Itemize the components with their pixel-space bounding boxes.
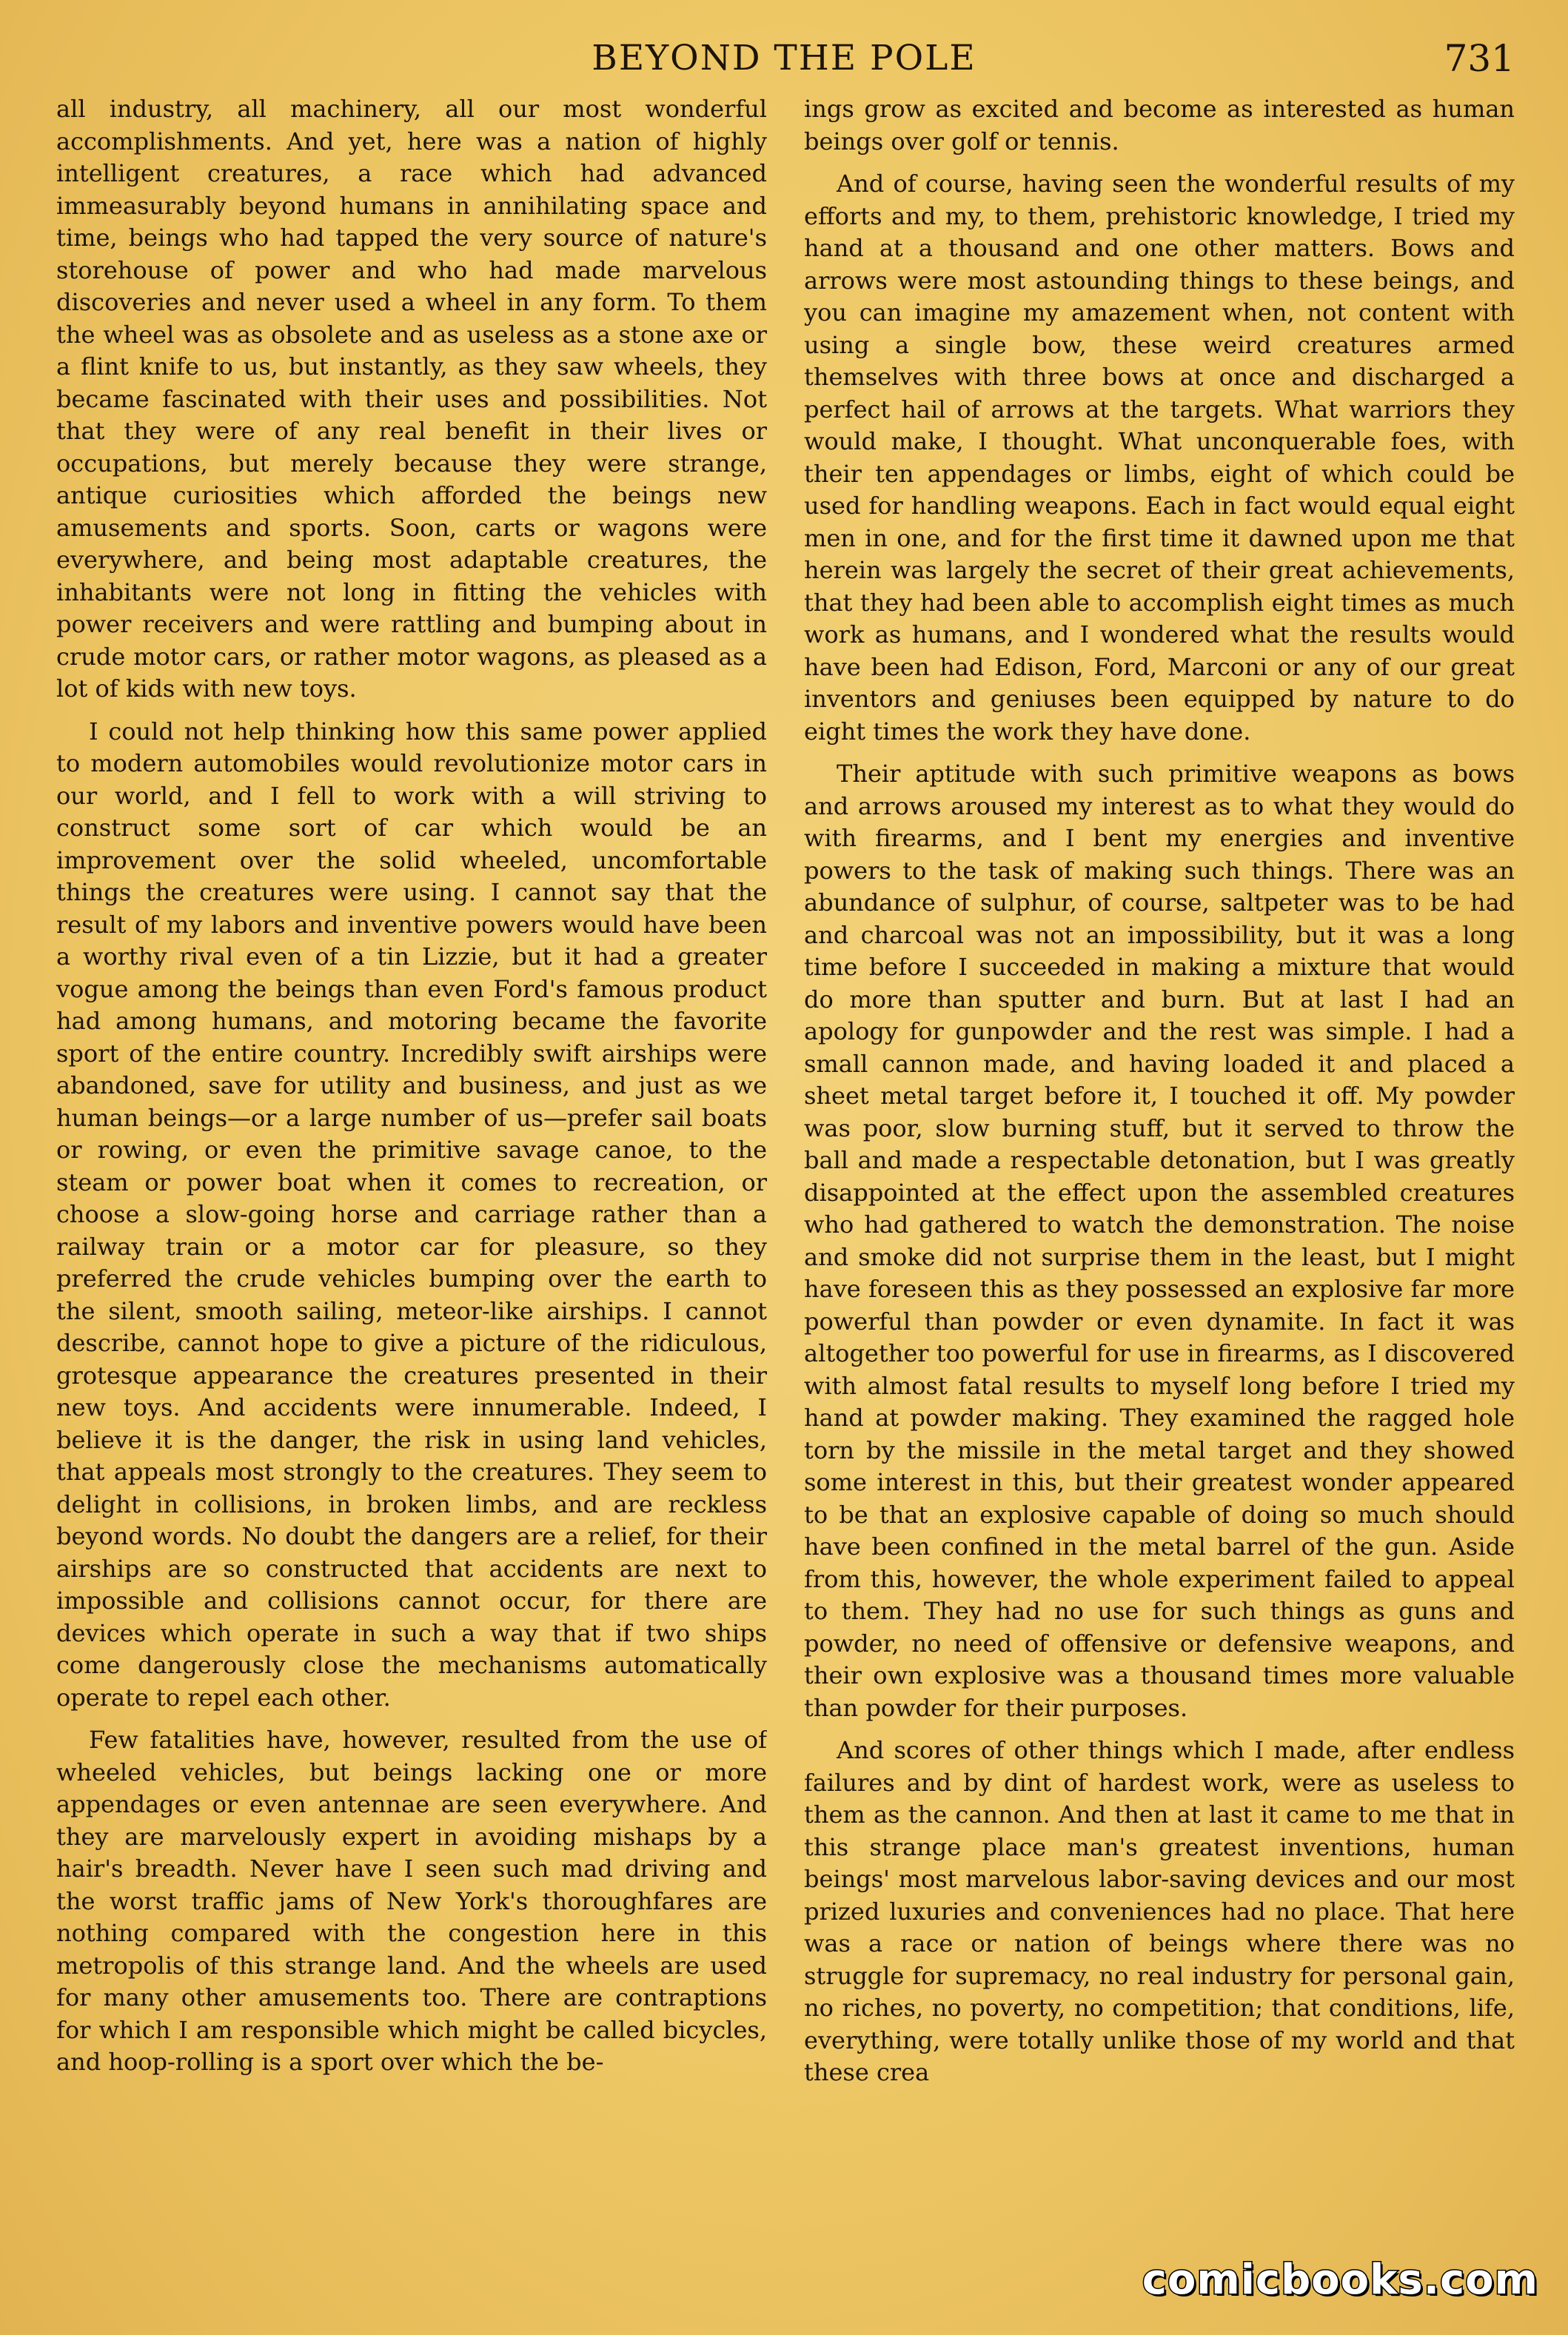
- paragraph: all industry, all machinery, all our most wonderful accomplishments. And yet, here was a nation of highly intelligent creatures, a race which had advanced immeasurably beyond humans in annihilating space and time, beings who had tapped the very source of nature's storehouse of power and who had made marvelous discoveries and never used a wheel in any form. To them the wheel was as obsolete and as useless as a stone axe or a flint knife to us, but instantly, as they saw wheels, they became fascinated with their uses and possibilities. Not that they were of any real benefit in their lives or occupations, but merely because they were strange, antique curiosities which afforded the beings new amusements and sports. Soon, carts or wagons were everywhere, and being most adaptable creatures, the inhabitants were not long in fitting the vehicles with power receivers and were rattling and bumping about in crude motor cars, or rather motor wagons, as pleased as a lot of kids with new toys.: [56, 95, 767, 703]
- page-header: [0, 33, 1568, 84]
- paragraph: And scores of other things which I made, after endless failures and by dint of hardest work, were as useless to them as the cannon. And then at last it came to me that in this strange place man's greatest inventions, human beings' most marvelous labor-saving devices and our most prized luxuries and conveniences had no place. That here was a race or nation of beings where there was no struggle for supremacy, no real industry for personal gain, no riches, no poverty, no competition; that conditions, life, everything, were totally unlike those of my world and that these crea: [804, 1736, 1515, 2086]
- paragraph: Their aptitude with such primitive weapons as bows and arrows aroused my interest as to what they would do with firearms, and I bent my energies and inventive powers to the task of making such things. There was an abundance of sulphur, of course, saltpeter was to be had and charcoal was not an impossibility, but it was a long time before I succeeded in making a mixture that would do more than sputter and burn. But at last I had an apology for gunpowder and the rest was simple. I had a small cannon made, and having loaded it and placed a sheet metal target before it, I touched it off. My powder was poor, slow burning stuff, but it served to throw the ball and made a respectable detonation, but I was greatly disappointed at the effect upon the assembled creatures who had gathered to watch the demonstration. The noise and smoke did not surprise them in the least, but I might have foreseen this as they possessed an explosive far more powerful than powder or even dynamite. In fact it was altogether too powerful for use in firearms, as I discovered with almost fatal results to myself long before I tried my hand at powder making. They examined the ragged hole torn by the missile in the metal target and they showed some interest in this, but their greatest wonder appeared to be that an explosive capable of doing so much should have been confined in the metal barrel of the gun. Aside from this, however, the whole experiment failed to appeal to them. They had no use for such things as guns and powder, no need of offensive or defensive weapons, and their own explosive was a thousand times more valuable than powder for their purposes.: [804, 760, 1515, 1722]
- watermark-logo: comicbooks.com: [1142, 2256, 1538, 2304]
- left-column: [56, 93, 767, 2299]
- paragraph: And of course, having seen the wonderful results of my efforts and my, to them, prehistoric knowledge, I tried my hand at a thousand and one other matters. Bows and arrows were most astounding things to these beings, and you can imagine my amazement when, not content with using a single bow, these weird creatures armed themselves with three bows at once and discharged a perfect hail of arrows at the targets. What warriors they would make, I thought. What unconquerable foes, with their ten appendages or limbs, eight of which could be used for handling weapons. Each in fact would equal eight men in one, and for the first time it dawned upon me that herein was largely the secret of their great achievements, that they had been able to accomplish eight times as much work as humans, and I wondered what the results would have been had Edison, Ford, Marconi or any of our great inventors and geniuses been equipped by nature to do eight times the work they have done.: [804, 170, 1515, 746]
- paragraph: ings grow as excited and become as interested as human beings over golf or tennis.: [804, 95, 1515, 155]
- paragraph: Few fatalities have, however, resulted from the use of wheeled vehicles, but beings lacking one or more appendages or even antennae are seen everywhere. And they are marvelously expert in avoiding mishaps by a hair's breadth. Never have I seen such mad driving and the worst traffic jams of New York's thoroughfares are nothing compared with the congestion here in this metropolis of this strange land. And the wheels are used for many other amusements too. There are contraptions for which I am responsible which might be called bicycles, and hoop-rolling is a sport over which the be-: [56, 1726, 767, 2076]
- page-number: 731: [1444, 37, 1515, 80]
- paragraph: I could not help thinking how this same power applied to modern automobiles would revolutionize motor cars in our world, and I fell to work with a will striving to construct some sort of car which would be an improvement over the solid wheeled, uncomfortable things the creatures were using. I cannot say that the result of my labors and inventive powers would have been a worthy rival even of a tin Lizzie, but it had a greater vogue among the beings than even Ford's famous product had among humans, and motoring became the favorite sport of the entire country. Incredibly swift airships were abandoned, save for utility and business, and just as we human beings—or a large number of us—prefer sail boats or rowing, or even the primitive savage canoe, to the steam or power boat when it comes to recreation, or choose a slow-going horse and carriage rather than a railway train or a motor car for pleasure, so they preferred the crude vehicles bumping over the earth to the silent, smooth sailing, meteor-like airships. I cannot describe, cannot hope to give a picture of the ridiculous, grotesque appearance the creatures presented in their new toys. And accidents were innumerable. Indeed, I believe it is the danger, the risk in using land vehicles, that appeals most strongly to the creatures. They seem to delight in collisions, in broken limbs, and are reckless beyond words. No doubt the dangers are a relief, for their airships are so constructed that accidents are next to impossible and collisions cannot occur, for there are devices which operate in such a way that if two ships come dangerously close the mechanisms automatically operate to repel each other.: [56, 717, 767, 1712]
- running-title: BEYOND THE POLE: [592, 38, 976, 78]
- right-column: [804, 93, 1515, 2299]
